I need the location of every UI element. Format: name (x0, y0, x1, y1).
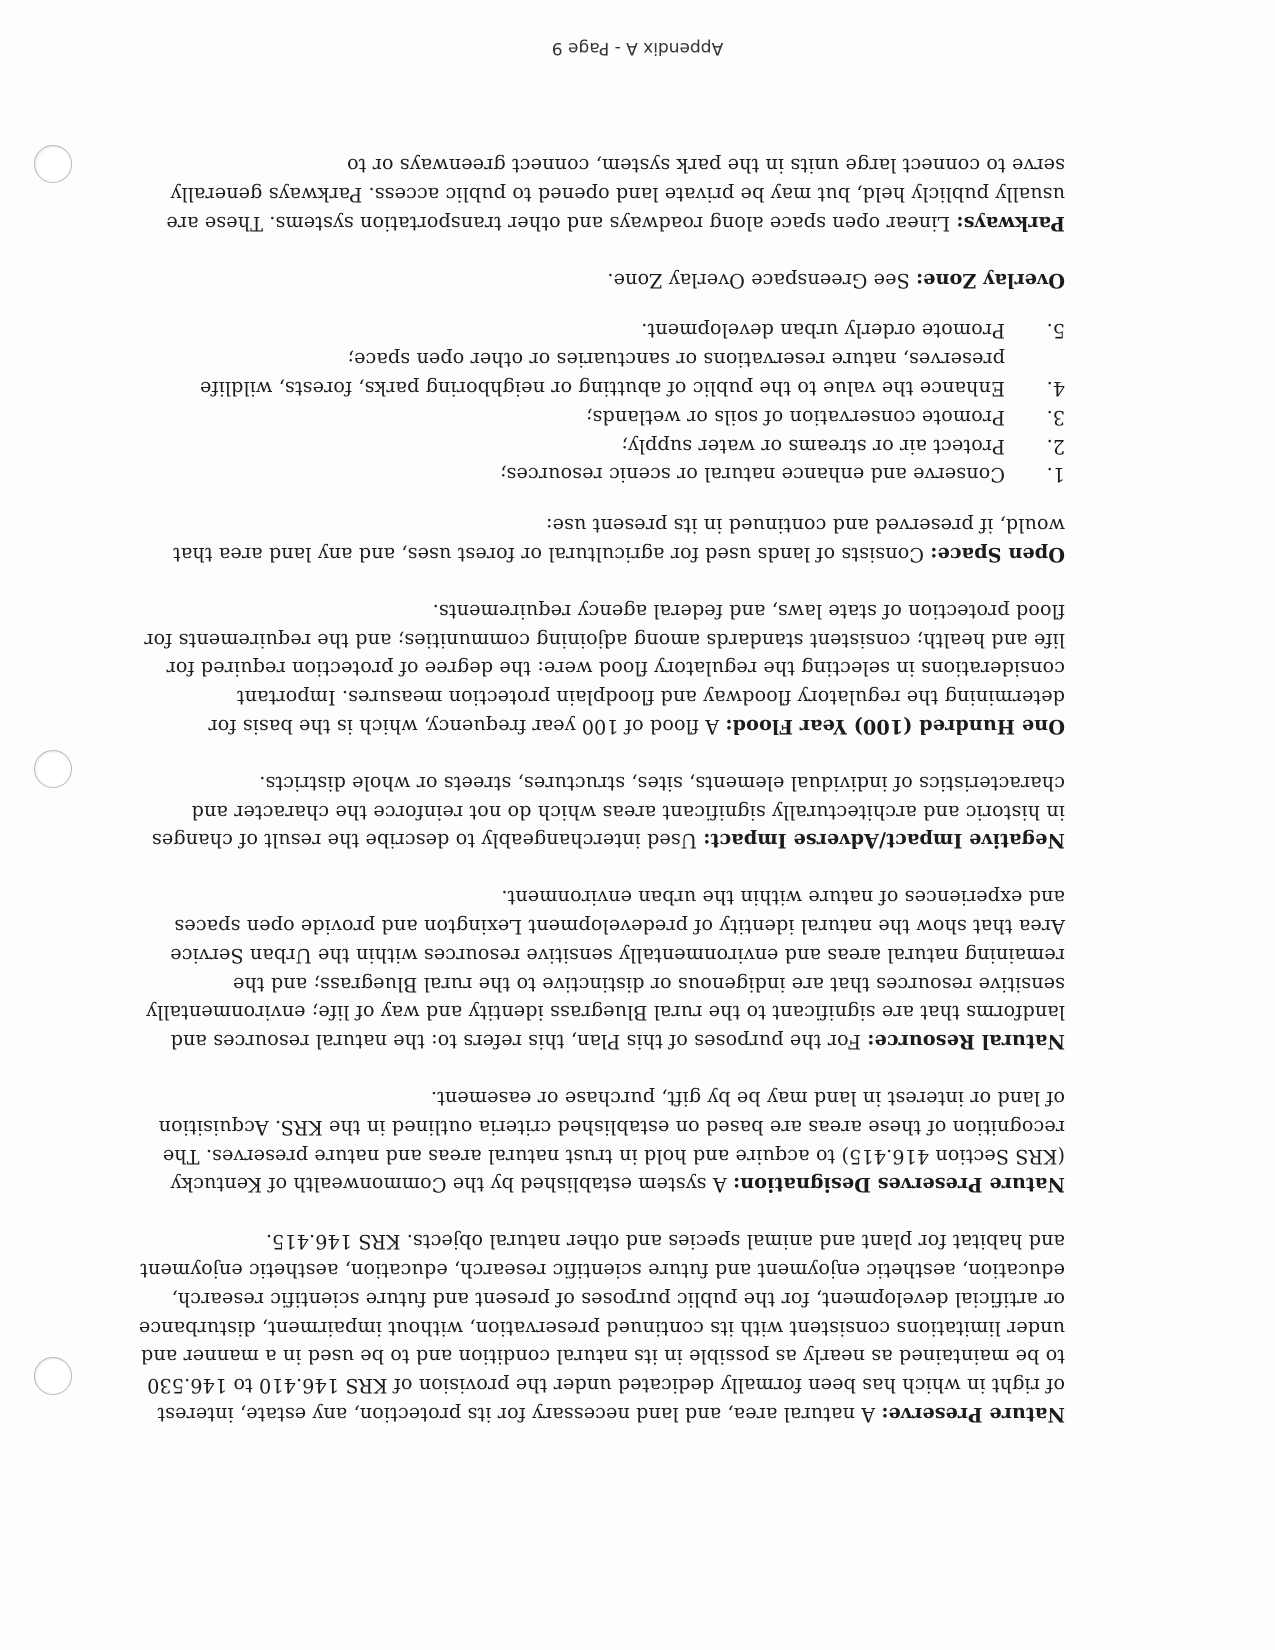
list-item-number: 2. (1046, 434, 1065, 458)
list-item-text: Promote orderly urban development. (641, 319, 1005, 343)
list-item-number: 3. (1046, 405, 1065, 429)
term-natural-resource: Natural Resource: (867, 1030, 1065, 1054)
definition-parkways: Linear open space along roadways and other transportation systems. These are usually publicly held, but may be private land opened to public access. Parkways generally serve to connect large units in the park system, connect greenways or to (166, 154, 1065, 235)
term-nature-preserve: Nature Preserve: (881, 1403, 1065, 1426)
list-item-text: Enhance the value to the public of abutting or neighboring parks, forests, wildlife preserves, nature reservations or sanctuaries or other open space; (199, 348, 1005, 401)
term-negative-impact: Negative Impact/Adverse Impact: (703, 829, 1065, 853)
entry-parkways (135, 151, 1065, 237)
open-space-criteria-list (135, 316, 1065, 489)
definition-nature-preserves-designation: A system established by the Commonwealth of Kentucky (KRS Section 416.415) to acquire and hold in trust natural areas and nature preserves. The recognition of these areas are based on established criteria outlined in the KRS. Acquisition of land or interest in land may be by gift, purchase or easement. (158, 1087, 1065, 1197)
entry-natural-resource (135, 882, 1065, 1055)
list-item-text: Promote conservation of soils or wetlands; (585, 405, 1005, 429)
entry-nature-preserves-designation (135, 1083, 1065, 1198)
term-overlay-zone: Overlay Zone: (915, 268, 1065, 292)
list-item (135, 431, 1065, 460)
term-one-hundred-year-flood: One Hundred (100) Year Flood: (725, 715, 1065, 739)
definition-open-space: Consists of lands used for agricultural or forest uses, and any land area that would, if preserved and continued in its present use: (172, 514, 1065, 567)
list-item-text: Conserve and enhance natural or scenic resources; (499, 463, 1005, 487)
entry-nature-preserve (135, 1226, 1065, 1428)
list-item-number: 1. (1046, 463, 1065, 487)
list-item-text: Protect air or streams or water supply; (621, 434, 1005, 458)
list-item (135, 460, 1065, 489)
list-item (135, 345, 1065, 403)
definition-negative-impact: Used interchangeably to describe the result of changes in historic and architecturally significant areas which do not reinforce the character and characteristics of individual elements, sites, structures, streets or whole districts. (151, 771, 1065, 853)
entry-one-hundred-year-flood (135, 596, 1065, 740)
entry-overlay-zone (135, 265, 1065, 294)
definition-overlay-zone: See Greenspace Overlay Zone. (607, 268, 910, 292)
list-item (135, 402, 1065, 431)
entry-open-space (135, 510, 1065, 568)
list-item-number: 4. (1046, 377, 1065, 401)
page-footer: Appendix A - Page 9 (551, 38, 724, 58)
definition-nature-preserve: A natural area, and land necessary for its protection, any estate, interest of right in which has been formally dedicated under the provision of KRS 146.410 to 146.530 to be maintained as nearly as possible in its natural condition and to be used in a manner and under limitations consistent with its continued preservation, without impairment, disturbance or artificial development, for the public purposes of present and future scientific research, education, aesthetic enjoyment and future scientific research, education, aesthetic enjoyment and habitat for plant and animal species and other natural objects. KRS 146.415. (138, 1230, 1065, 1426)
term-open-space: Open Space: (930, 543, 1065, 567)
definition-natural-resource: For the purposes of this Plan, this refers to: the natural resources and landforms that are significant to the rural Bluegrass identity and way of life; environmentally sensitive resources that are indigenous or distinctive to the rural Bluegrass; and the remaining natural areas and environmentally sensitive resources within the Urban Service Area that show the natural identity of predevelopment Lexington and provide open spaces and experiences of nature within the urban environment. (146, 886, 1065, 1054)
glossary-body (135, 123, 1065, 1428)
list-item-number: 5. (1046, 319, 1065, 343)
term-parkways: Parkways: (956, 211, 1065, 235)
definition-one-hundred-year-flood: A flood of 100 year frequency, which is the basis for determining the regulatory floodway and floodplain protection measures. Important considerations in selecting the regulatory flood were: the degree of protection required for life and health; consistent standards among adjoining communities; and the requirements for flood protection of state laws, and federal agency requirements. (144, 599, 1065, 739)
entry-negative-impact (135, 768, 1065, 854)
list-item (135, 316, 1065, 345)
term-nature-preserves-designation: Nature Preserves Designation: (732, 1173, 1065, 1197)
